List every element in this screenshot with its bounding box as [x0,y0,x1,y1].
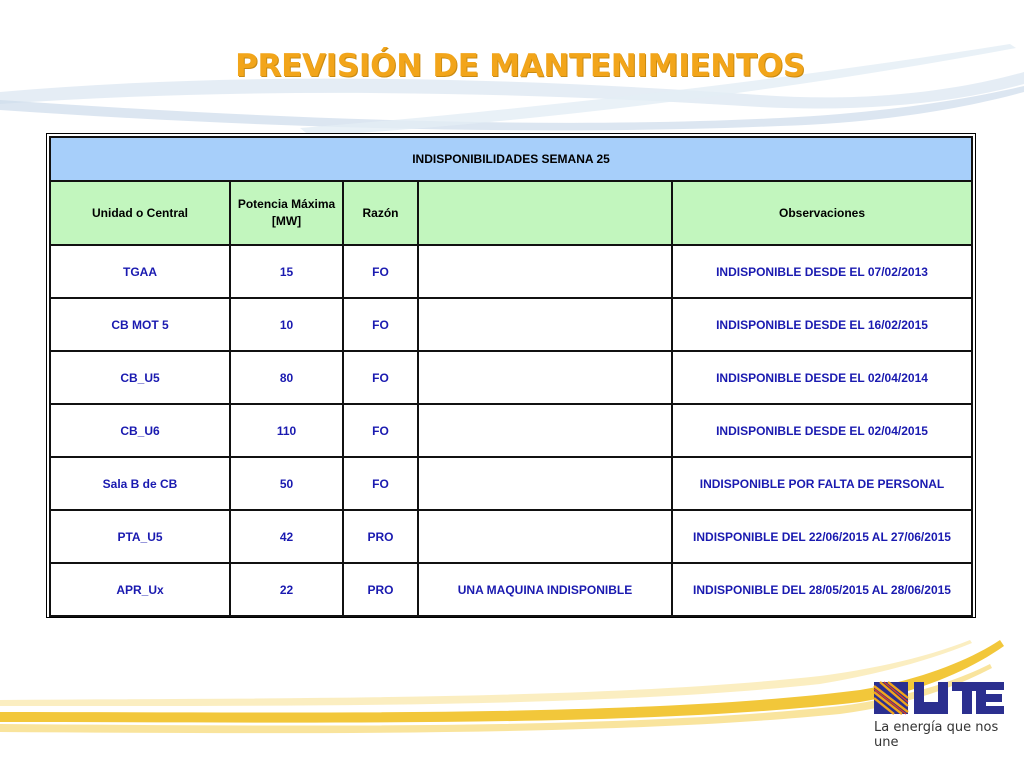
table-cell: CB_U6 [50,404,230,457]
table-cell: Sala B de CB [50,457,230,510]
table-cell [418,351,672,404]
table-cell: APR_Ux [50,563,230,616]
table-cell: PRO [343,563,418,616]
header-cell: Unidad o Central [50,181,230,245]
table-header-row [50,181,972,245]
table-cell: 80 [230,351,343,404]
table-cell: PRO [343,510,418,563]
table-cell: TGAA [50,245,230,298]
table-row [50,457,972,510]
table-row [50,404,972,457]
table-cell: 42 [230,510,343,563]
table-cell [418,245,672,298]
table-cell [418,404,672,457]
table-cell: PTA_U5 [50,510,230,563]
table-cell: 50 [230,457,343,510]
table-cell: CB_U5 [50,351,230,404]
table-row [50,245,972,298]
table-cell: CB MOT 5 [50,298,230,351]
table-row [50,563,972,616]
table-caption: INDISPONIBILIDADES SEMANA 25 [50,137,972,181]
table-cell: INDISPONIBLE DEL 28/05/2015 AL 28/06/2015 [672,563,972,616]
maintenance-table-container [46,133,976,618]
table-cell: INDISPONIBLE DESDE EL 16/02/2015 [672,298,972,351]
table-cell: INDISPONIBLE DESDE EL 02/04/2014 [672,351,972,404]
header-cell [418,181,672,245]
table-cell: FO [343,404,418,457]
table-cell: INDISPONIBLE DESDE EL 07/02/2013 [672,245,972,298]
table-cell: FO [343,457,418,510]
table-cell [418,457,672,510]
header-cell: Razón [343,181,418,245]
table-cell: FO [343,351,418,404]
table-cell: INDISPONIBLE DESDE EL 02/04/2015 [672,404,972,457]
table-cell [418,510,672,563]
table-cell: FO [343,298,418,351]
logo-slogan: La energía que nos une [874,720,999,750]
page-title: PREVISIÓN DE MANTENIMIENTOS [235,48,805,84]
table-cell: INDISPONIBLE POR FALTA DE PERSONAL [672,457,972,510]
table-cell: FO [343,245,418,298]
table-row [50,351,972,404]
maintenance-table [49,136,973,617]
table-cell: 110 [230,404,343,457]
table-cell: 10 [230,298,343,351]
table-cell: INDISPONIBLE DEL 22/06/2015 AL 27/06/2015 [672,510,972,563]
ute-logo-icon [872,678,1006,718]
table-cell: UNA MAQUINA INDISPONIBLE [418,563,672,616]
table-cell [418,298,672,351]
table-row [50,510,972,563]
table-cell: 22 [230,563,343,616]
header-cell: Observaciones [672,181,972,245]
table-cell: 15 [230,245,343,298]
header-cell: Potencia Máxima [MW] [230,181,343,245]
table-row [50,298,972,351]
